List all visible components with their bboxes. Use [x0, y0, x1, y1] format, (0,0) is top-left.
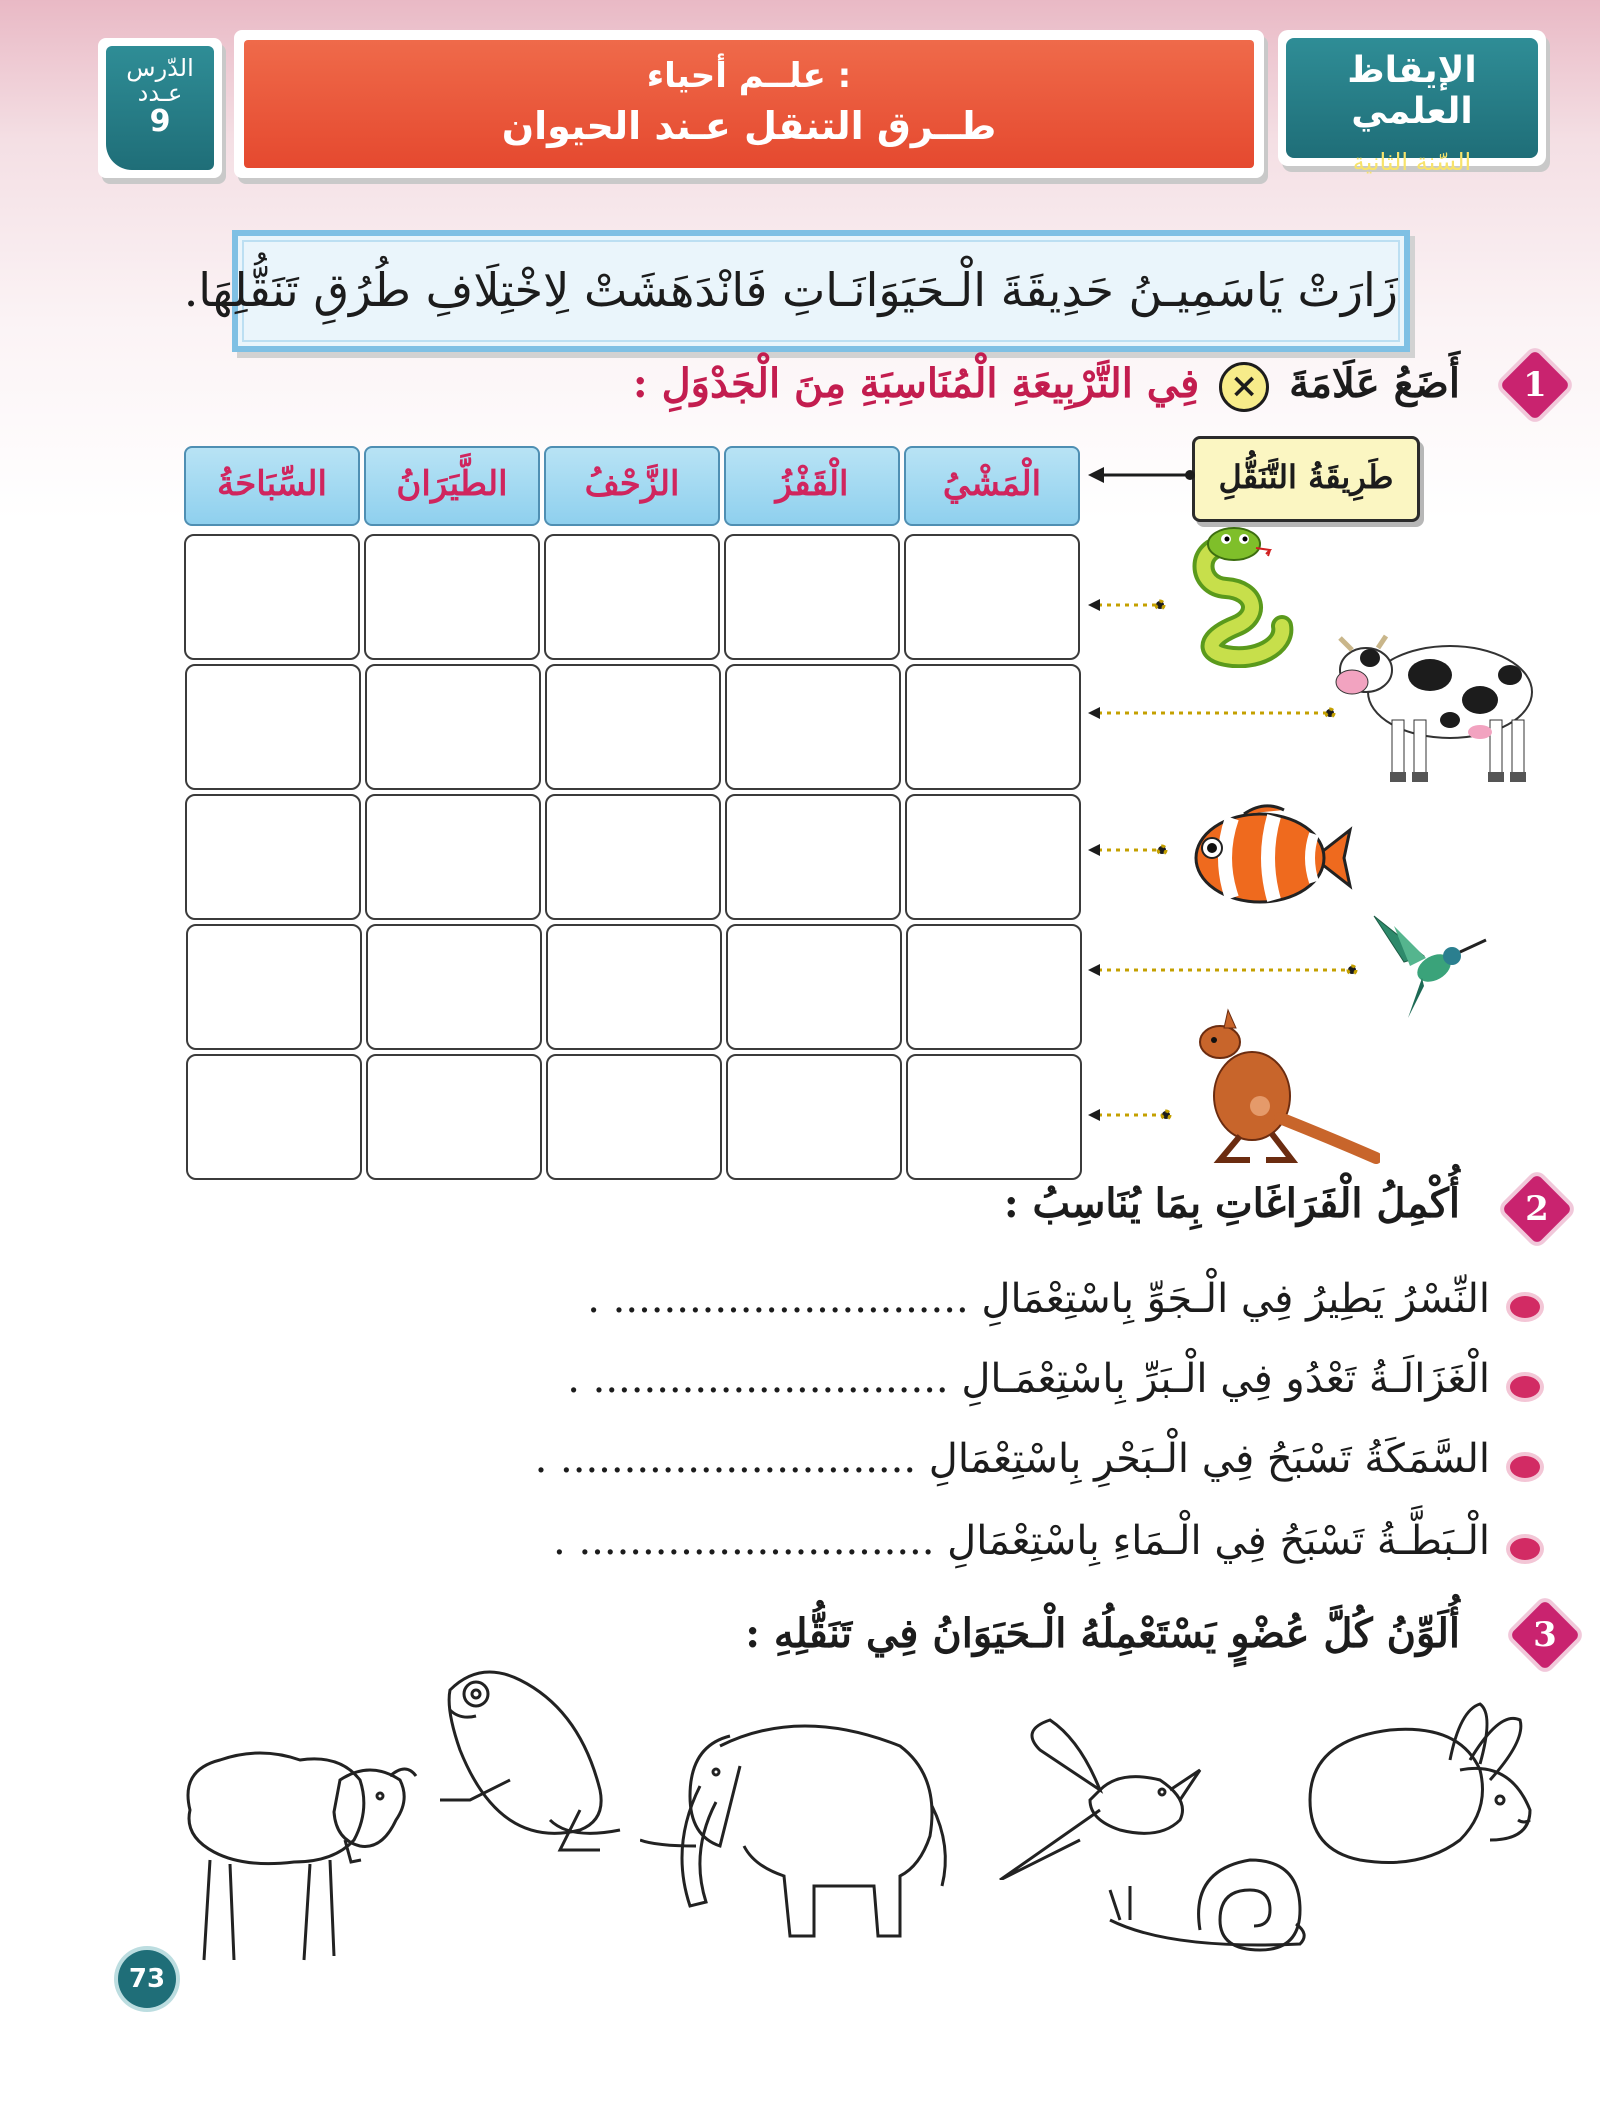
bullet-3-icon [1510, 1456, 1540, 1478]
question-3-badge [1512, 1602, 1578, 1668]
method-arrow-icon [1086, 460, 1198, 490]
answer-cell-row1-col3[interactable] [544, 534, 720, 660]
answer-cell-row4-col3[interactable] [546, 924, 722, 1050]
clownfish-icon [1184, 800, 1354, 916]
subject-title: الإيقاظ العلمي [1347, 50, 1477, 132]
answer-cell-row3-col5[interactable] [185, 794, 361, 920]
lesson-count-label: عـدد [137, 79, 183, 108]
intro-box [183, 230, 1410, 352]
answer-cell-row4-col2[interactable] [726, 924, 902, 1050]
fill-sentence-2[interactable]: الْغَزَالَـةُ تَعْدُو فِي الْـبَرِّ بِاسْتِعْمَـالِ ............................ . [567, 1356, 1490, 1402]
elephant-drawing[interactable] [640, 1706, 960, 1946]
x-mark-icon: × [1219, 362, 1269, 412]
fill-sentence-1[interactable]: النِّسْرُ يَطِيرُ فِي الْـجَوِّ بِاسْتِعْمَالِ ............................ . [587, 1276, 1490, 1322]
question-2-text: أُكْمِلُ الْفَرَاغَاتِ بِمَا يُنَاسِبُ : [1003, 1180, 1460, 1227]
fill-sentence-3[interactable]: السَّمَكَةُ تَسْبَحُ فِي الْـبَحْرِ بِاسْتِعْمَالِ ............................ . [534, 1436, 1490, 1482]
lesson-badge [98, 38, 222, 178]
column-header-swimming: السِّبَاحَةُ [184, 446, 360, 526]
question-2-badge [1504, 1176, 1570, 1242]
answer-cell-row2-col2[interactable] [725, 664, 901, 790]
question-3-text: أُلَوِّنُ كُلَّ عُضْوٍ يَسْتَعْمِلُهُ الْـحَيَوَانُ فِي تَنَقُّلِهِ : [745, 1610, 1460, 1657]
question-1-number: 1 [1523, 365, 1547, 405]
bullet-4-icon [1510, 1538, 1540, 1560]
hummingbird-icon [1364, 906, 1488, 1024]
topic-banner [234, 30, 1264, 178]
method-label-box [1192, 436, 1420, 522]
answer-cell-row3-col1[interactable] [905, 794, 1081, 920]
question-2-number: 2 [1525, 1189, 1549, 1229]
kangaroo-icon [1180, 1008, 1380, 1168]
lesson-label: الدّرس [126, 54, 194, 82]
answer-cell-row4-col1[interactable] [906, 924, 1082, 1050]
answer-cell-row4-col4[interactable] [366, 924, 542, 1050]
column-header-crawling: الزَّحْفُ [544, 446, 720, 526]
subject-year: السّنة الثانية [1352, 148, 1472, 176]
bullet-1-icon [1510, 1296, 1540, 1318]
page-number: 73 [118, 1950, 176, 2008]
q1-text-after: فِي التَّرْبِيعَةِ الْمُنَاسِبَةِ مِنَ الْجَدْوَلِ : [632, 360, 1200, 407]
snake-icon [1186, 526, 1296, 668]
answer-cell-row2-col1[interactable] [905, 664, 1081, 790]
answer-cell-row5-col2[interactable] [726, 1054, 902, 1180]
question-1-text [360, 360, 1460, 412]
answer-cell-row2-col5[interactable] [185, 664, 361, 790]
answer-cell-row2-col4[interactable] [365, 664, 541, 790]
rabbit-drawing[interactable] [1300, 1700, 1540, 1880]
subject-banner [1278, 30, 1546, 176]
answer-cell-row1-col2[interactable] [724, 534, 900, 660]
answer-cell-row2-col3[interactable] [545, 664, 721, 790]
movement-table [184, 446, 1084, 1190]
frog-drawing[interactable] [430, 1660, 630, 1870]
answer-cell-row1-col5[interactable] [184, 534, 360, 660]
column-header-flying: الطَّيَرَانُ [364, 446, 540, 526]
intro-sentence: زَارَتْ يَاسَمِيـنُ حَدِيقَةَ الْـحَيَوَانَـاتِ فَانْدَهَشَتْ لِاخْتِلَافِ طُرُقِ تَنَقُّلِهَا. [242, 240, 1400, 342]
q1-text-before: أَضَعُ عَلَامَةَ [1289, 360, 1460, 407]
topic-line-1: علــم أحياء : [646, 56, 852, 96]
answer-cell-row4-col5[interactable] [186, 924, 362, 1050]
method-label: طَرِيقَةُ التَّنَقُّلِ [1218, 458, 1394, 496]
bullet-2-icon [1510, 1376, 1540, 1398]
answer-cell-row1-col4[interactable] [364, 534, 540, 660]
answer-cell-row3-col4[interactable] [365, 794, 541, 920]
answer-cell-row5-col5[interactable] [186, 1054, 362, 1180]
answer-cell-row3-col3[interactable] [545, 794, 721, 920]
lesson-number: 9 [149, 104, 171, 140]
snail-drawing[interactable] [1100, 1840, 1320, 1960]
answer-cell-row5-col4[interactable] [366, 1054, 542, 1180]
column-header-walking: الْمَشْيُ [904, 446, 1080, 526]
question-1-badge [1502, 352, 1568, 418]
answer-cell-row5-col1[interactable] [906, 1054, 1082, 1180]
topic-line-2: طــرق التنقل عـند الحيوان [501, 104, 997, 148]
answer-cell-row5-col3[interactable] [546, 1054, 722, 1180]
question-3-number: 3 [1533, 1615, 1557, 1655]
cow-icon [1330, 620, 1550, 790]
column-header-jumping: الْقَفْزُ [724, 446, 900, 526]
answer-cell-row3-col2[interactable] [725, 794, 901, 920]
sheep-drawing[interactable] [170, 1740, 430, 2000]
answer-cell-row1-col1[interactable] [904, 534, 1080, 660]
fill-sentence-4[interactable]: الْـبَطَّـةُ تَسْبَحُ فِي الْـمَاءِ بِاسْتِعْمَالِ ............................ . [553, 1518, 1490, 1564]
